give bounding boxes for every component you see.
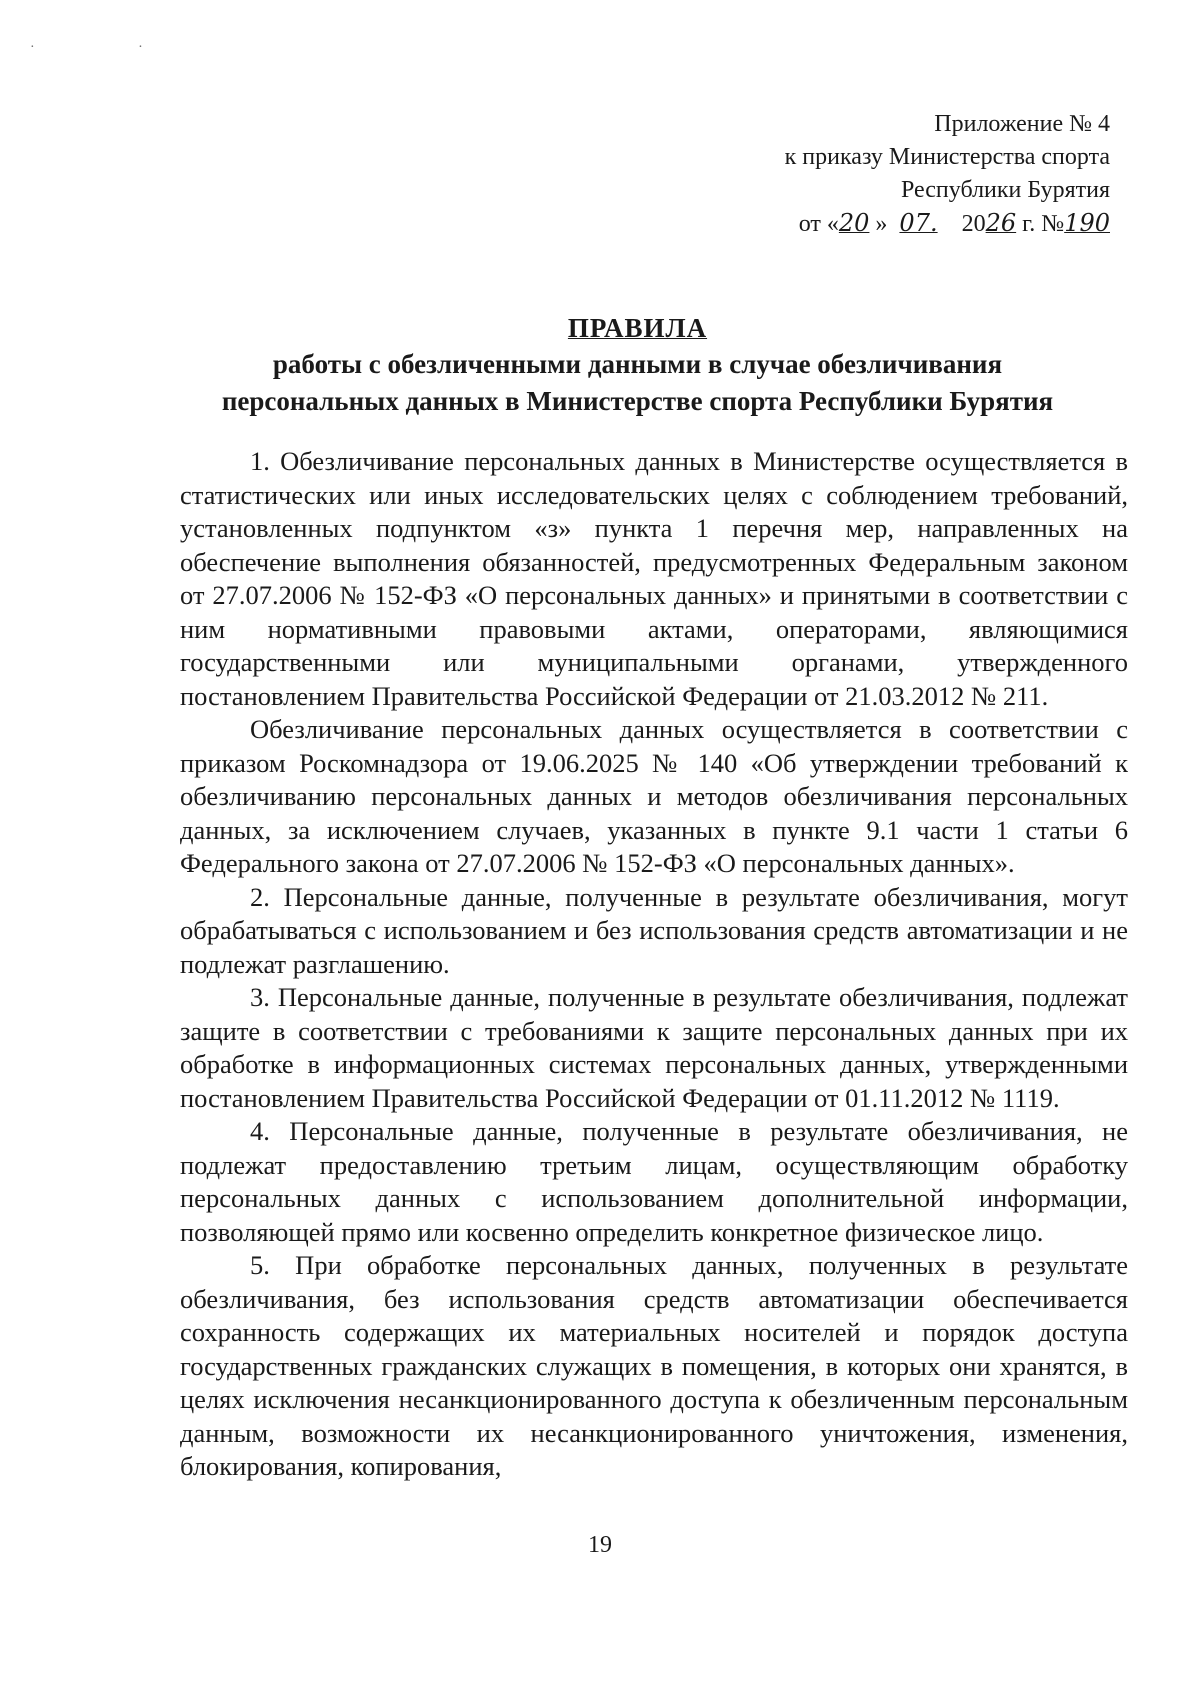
document-body (180, 445, 1128, 1484)
date-month: 07. (899, 209, 938, 237)
document-title (150, 310, 1125, 420)
page-number: 19 (588, 1532, 612, 1558)
date-year-prefix: 20 (961, 211, 986, 237)
date-separator: » (875, 211, 888, 237)
title-line-2: работы с обезличенными данными в случае обезличивания (272, 349, 1003, 379)
order-number: 190 (1064, 209, 1110, 237)
date-day: 20 (838, 209, 870, 237)
title-main: ПРАВИЛА (567, 313, 708, 343)
scan-specks: · · (30, 40, 193, 55)
appendix-header (785, 108, 1110, 241)
appendix-number: Приложение № 4 (934, 111, 1110, 137)
date-year-unit: г. № (1022, 211, 1065, 237)
paragraph-3: 3. Персональные данные, полученные в результате обезличивания, подлежат защите в соответствии с требованиями к защите персональных данных при их обработке в информационных системах персональных данных, утвержденными постановлением Правительства Российской Федерации от 01.11.2012 № 1119. (180, 982, 1128, 1113)
paragraph-4: 4. Персональные данные, полученные в результате обезличивания, не подлежат предоставлению третьим лицам, осуществляющим обработку персональных данных с использованием дополнительной информации, позволяющей прямо или косвенно определить конкретное физическое лицо. (180, 1116, 1128, 1247)
date-year-suffix: 26 (985, 209, 1017, 237)
appendix-order-ref: к приказу Министерства спорта (784, 144, 1110, 170)
appendix-date-line (785, 207, 1110, 241)
appendix-region: Республики Бурятия (901, 177, 1110, 203)
title-line-3: персональных данных в Министерстве спорта Республики Бурятия (221, 386, 1054, 416)
date-prefix: от « (798, 211, 839, 237)
paragraph-1-continued: Обезличивание персональных данных осуществляется в соответствии с приказом Роскомнадзора от 19.06.2025 № 140 «Об утверждении требований к обезличиванию персональных данных и методов обезличивания персональных данных, за исключением случаев, указанных в пункте 9.1 части 1 статьи 6 Федерального закона от 27.07.2006 № 152-ФЗ «О персональных данных». (180, 714, 1128, 878)
paragraph-2: 2. Персональные данные, полученные в результате обезличивания, могут обрабатываться с использованием и без использования средств автоматизации и не подлежат разглашению. (180, 881, 1128, 979)
paragraph-1: 1. Обезличивание персональных данных в Министерстве осуществляется в статистических или иных исследовательских целях с соблюдением требований, установленных подпунктом «з» пункта 1 перечня мер, направленных на обеспечение выполнения обязанностей, предусмотренных Федеральным законом от 27.07.2006 № 152-ФЗ «О персональных данных» и принятыми в соответствии с ним нормативными правовыми актами, операторами, являющимися государственными или муниципальными органами, утвержденного постановлением Правительства Российской Федерации от 21.03.2012 № 211. (180, 446, 1128, 711)
paragraph-5: 5. При обработке персональных данных, полученных в результате обезличивания, без использования средств автоматизации обеспечивается сохранность содержащих их материальных носителей и порядок доступа государственных гражданских служащих в помещения, в которых они хранятся, в целях исключения несанкционированного доступа к обезличенным персональным данным, возможности их несанкционированного уничтожения, изменения, блокирования, копирования, (180, 1250, 1128, 1481)
